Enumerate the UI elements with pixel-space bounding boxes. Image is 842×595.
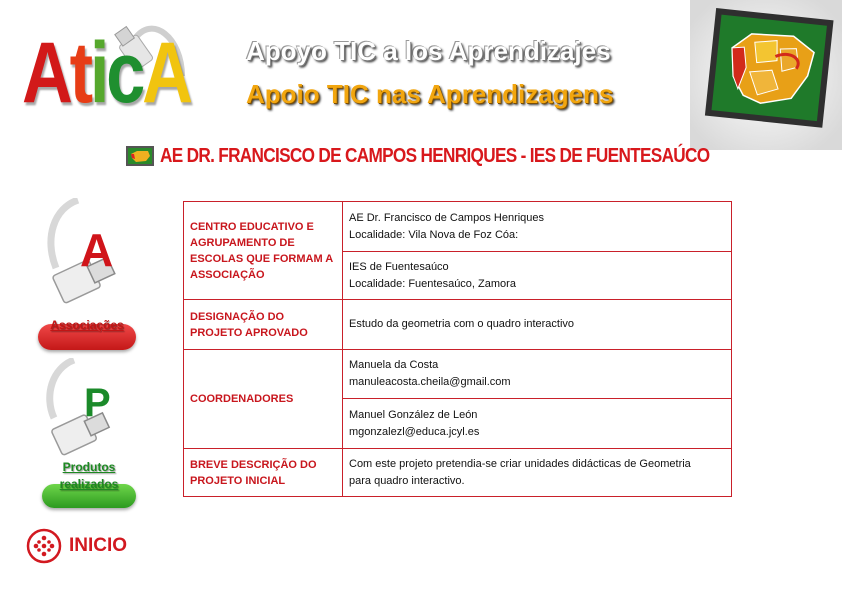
coordinator-1-email[interactable]: manuleacosta.cheila@gmail.com: [349, 376, 511, 388]
center-2-cell: [343, 252, 732, 300]
title-portuguese: Apoio TIC nas Aprendizagens: [246, 79, 614, 109]
school-header: [126, 142, 799, 170]
home-link[interactable]: [26, 528, 127, 564]
products-letter: P: [84, 381, 111, 425]
project-value-cell: [343, 300, 732, 350]
description-value-line1: Com este projeto pretendia-se criar unidades didácticas de Geometria: [349, 457, 691, 470]
project-info-table: [183, 201, 732, 497]
coordinator-1-cell: [343, 350, 732, 399]
coordinator-2-cell: [343, 399, 732, 449]
products-label: [34, 459, 144, 493]
center-2-name: IES de Fuentesaúco: [349, 260, 449, 273]
center-key-cell: [184, 202, 343, 300]
associations-label: Associações: [50, 318, 124, 332]
whiteboard-map-image: [690, 0, 842, 150]
products-nav[interactable]: [34, 358, 144, 513]
center-1-cell: [343, 202, 732, 252]
school-title: AE DR. FRANCISCO DE CAMPOS HENRIQUES - IES DE FUENTESAÚCO: [160, 144, 710, 167]
logo-text: AticA: [22, 25, 190, 121]
products-label-line1: Produtos: [62, 460, 116, 474]
home-label: INICIO: [69, 535, 128, 556]
coordinators-key-cell: [184, 350, 343, 449]
description-key-cell: [184, 449, 343, 497]
center-2-location: Localidade: Fuentesaúco, Zamora: [349, 277, 516, 290]
center-key: CENTRO EDUCATIVO E AGRUPAMENTO DE ESCOLAS QUE FORMAM A ASSOCIAÇÃO: [190, 220, 333, 281]
title-spanish: Apoyo TIC a los Aprendizajes: [246, 36, 611, 66]
project-value: Estudo da geometria com o quadro interactivo: [349, 318, 575, 330]
map-flag-icon: [126, 146, 154, 166]
coordinator-1-name: Manuela da Costa: [349, 359, 439, 371]
project-key-cell: [184, 300, 343, 350]
coordinator-2-name: Manuel González de León: [349, 408, 478, 421]
home-dots-icon: [26, 528, 62, 564]
usb-cable-icon: [34, 358, 144, 468]
associations-letter: A: [80, 224, 114, 276]
coordinator-2-email[interactable]: mgonzalezl@educa.jcyl.es: [349, 425, 480, 438]
description-value-line2: para quadro interactivo.: [349, 474, 465, 487]
center-1-location: Localidade: Vila Nova de Foz Cóa:: [349, 228, 519, 241]
project-key: DESIGNAÇÃO DO PROJETO APROVADO: [190, 310, 308, 339]
coordinators-key: COORDENADORES: [190, 393, 294, 405]
usb-cable-icon: [34, 198, 144, 318]
atica-logo: [22, 18, 222, 128]
center-1-name: AE Dr. Francisco de Campos Henriques: [349, 211, 545, 224]
description-key: BREVE DESCRIÇÃO DO PROJETO INICIAL: [190, 458, 317, 487]
description-value-cell: [343, 449, 732, 497]
associations-nav[interactable]: [34, 198, 144, 358]
products-label-line2: realizados: [59, 477, 119, 491]
